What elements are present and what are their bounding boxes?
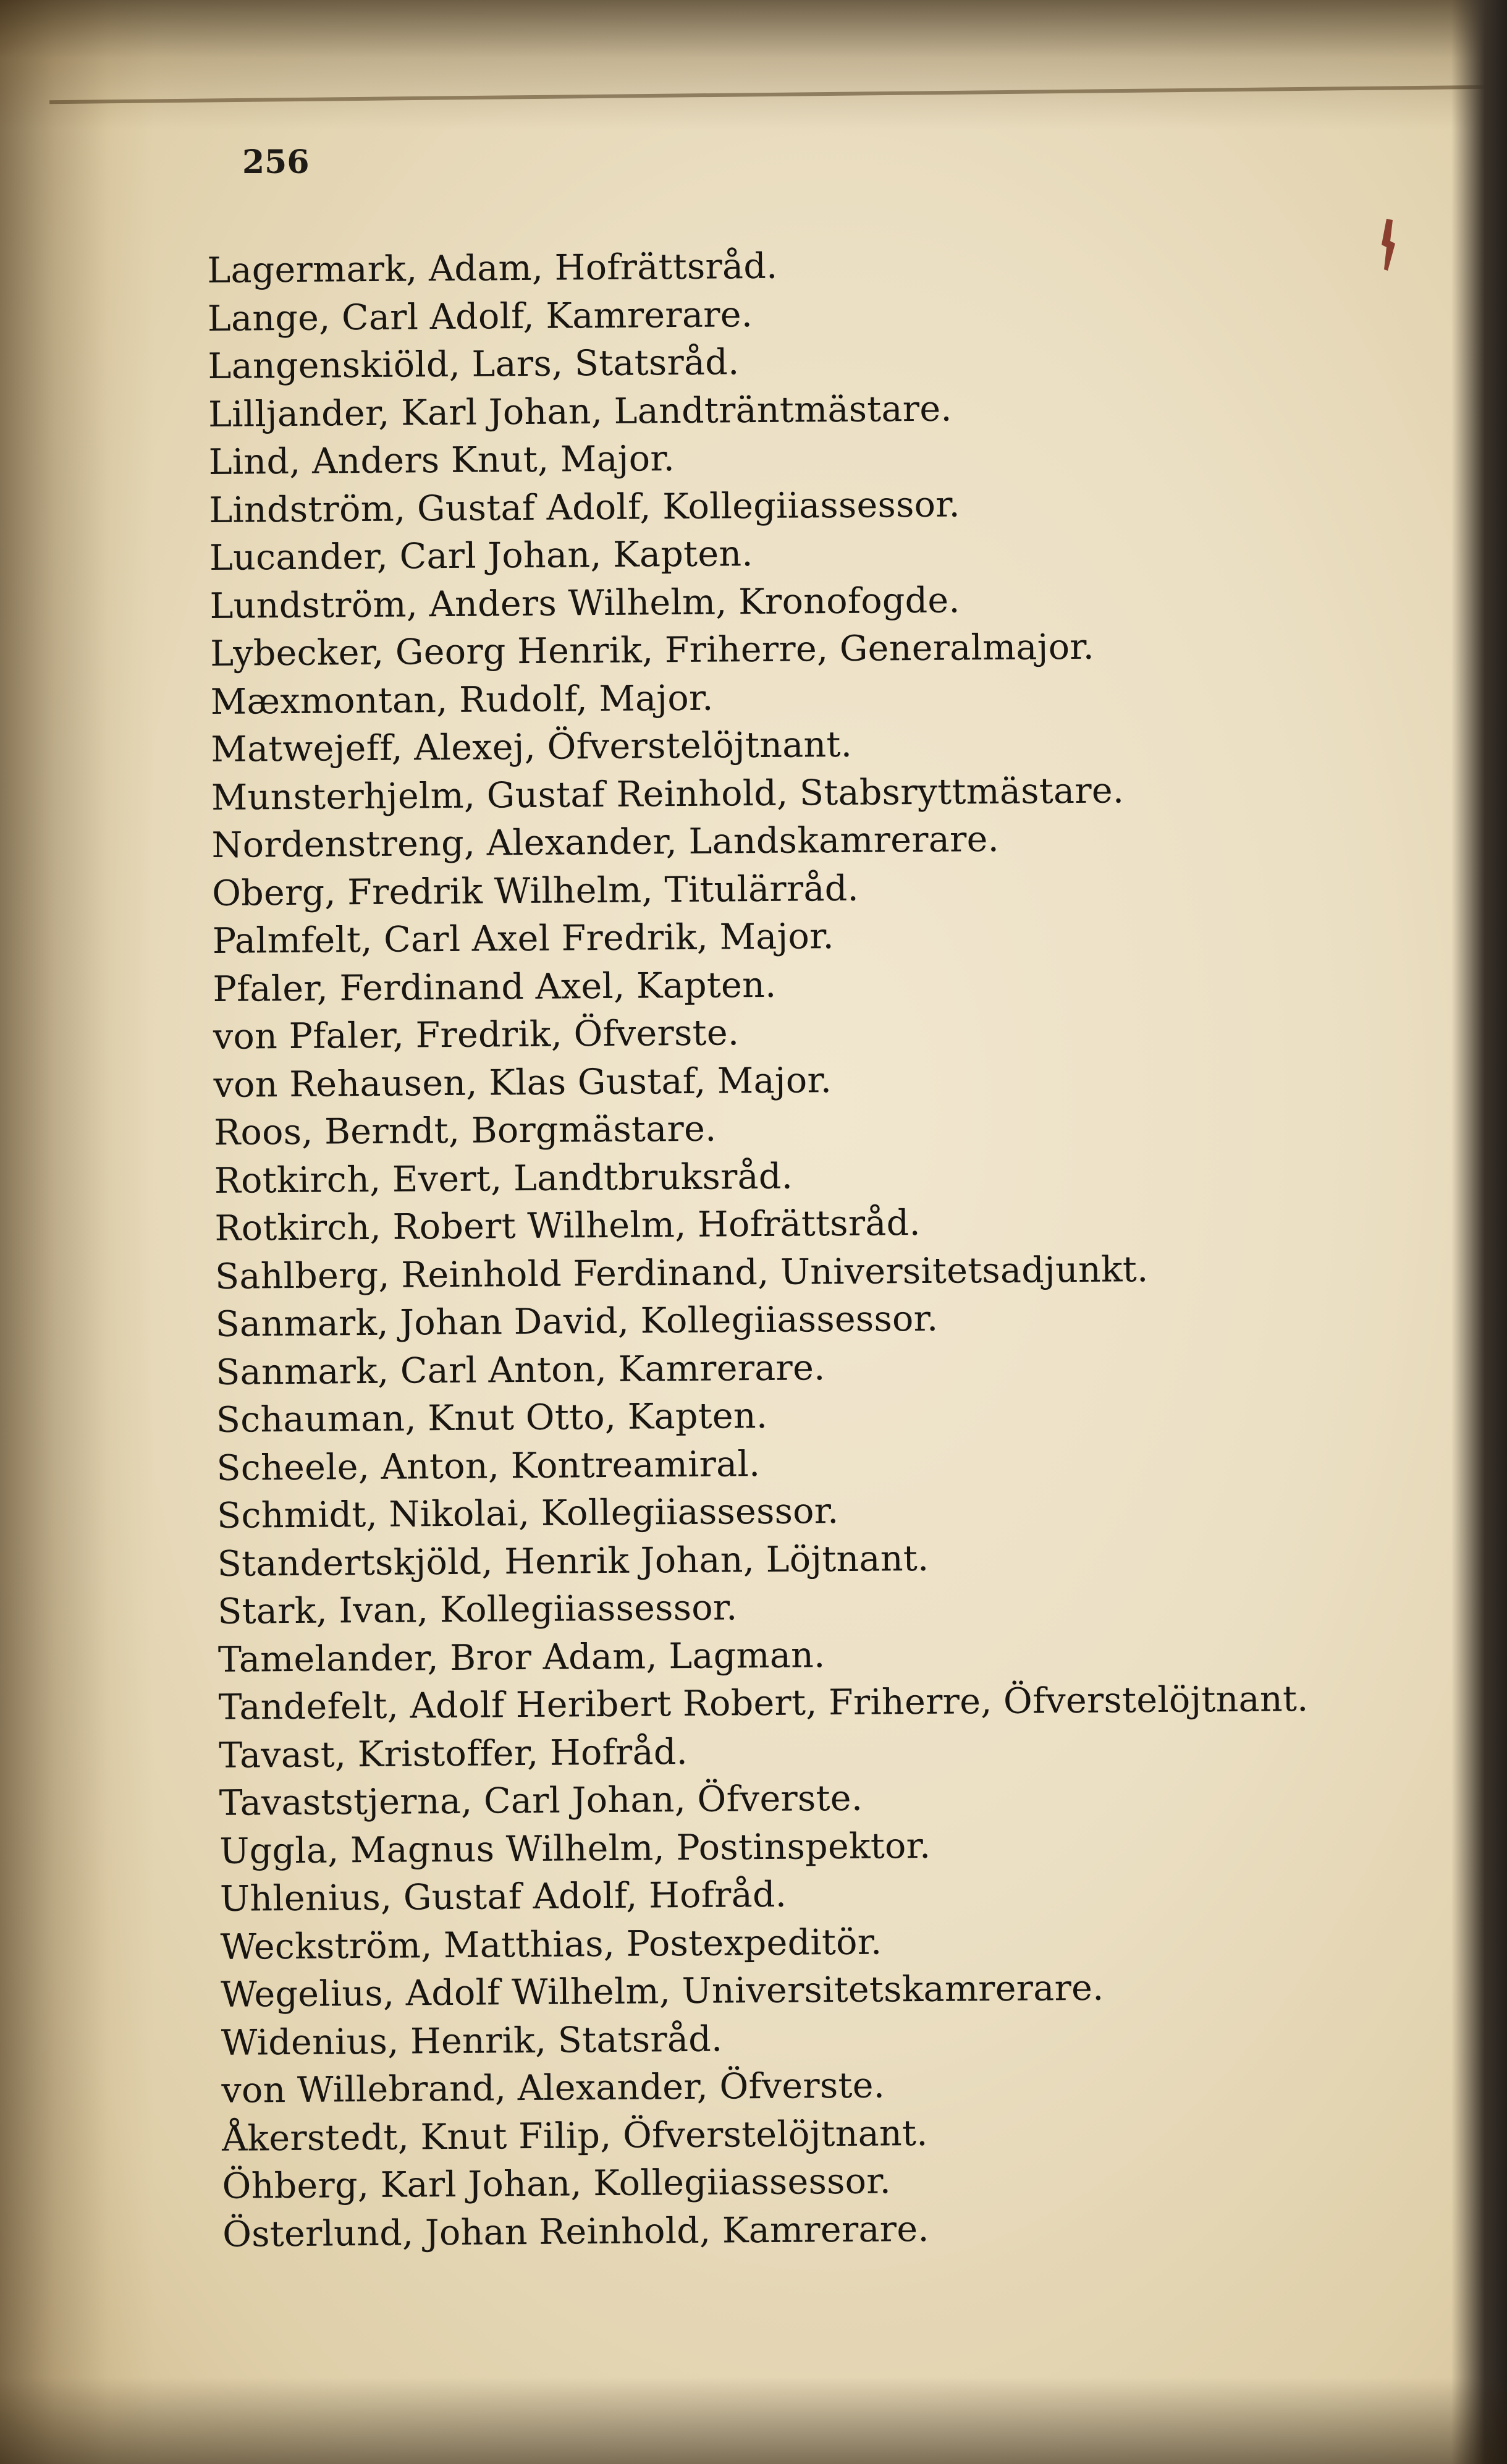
- list-item: Widenius, Henrik, Statsråd.: [221, 2018, 723, 2064]
- list-item: Oberg, Fredrik Wilhelm, Titulärråd.: [211, 868, 859, 914]
- list-item: Palmfelt, Carl Axel Fredrik, Major.: [212, 916, 835, 962]
- list-item: Sanmark, Carl Anton, Kamrerare.: [216, 1347, 825, 1393]
- list-item: von Pfaler, Fredrik, Öfverste.: [213, 1012, 740, 1057]
- list-item: Lybecker, Georg Henrik, Friherre, Generalmajor.: [209, 626, 1095, 674]
- list-item: Lagermark, Adam, Hofrättsråd.: [207, 245, 778, 291]
- top-page-edge: [0, 0, 1507, 130]
- list-item: Mæxmontan, Rudolf, Major.: [210, 677, 714, 722]
- right-page-edge: [1451, 0, 1507, 2464]
- page-number: 256: [242, 143, 310, 181]
- list-item: Schauman, Knut Otto, Kapten.: [216, 1395, 768, 1441]
- list-item: Standertskjöld, Henrik Johan, Löjtnant.: [217, 1538, 929, 1585]
- list-item: Roos, Berndt, Borgmästare.: [213, 1108, 717, 1153]
- list-item: Lundström, Anders Wilhelm, Kronofogde.: [209, 579, 961, 627]
- list-item: Lindström, Gustaf Adolf, Kollegiiassessor.: [209, 483, 961, 531]
- list-item: Åkerstedt, Knut Filip, Öfverstelöjtnant.: [221, 2112, 928, 2159]
- list-item: Langenskiöld, Lars, Statsråd.: [208, 342, 740, 387]
- list-item: Lange, Carl Adolf, Kamrerare.: [207, 294, 753, 339]
- list-item: Tamelander, Bror Adam, Lagman.: [217, 1634, 825, 1680]
- list-item: Nordenstreng, Alexander, Landskamrerare.: [211, 818, 1000, 866]
- list-item: Lucander, Carl Johan, Kapten.: [209, 533, 754, 578]
- list-item: Tandefelt, Adolf Heribert Robert, Friherre, Öfverstelöjtnant.: [218, 1679, 1309, 1728]
- list-item: Uhlenius, Gustaf Adolf, Hofråd.: [219, 1874, 787, 1920]
- list-item: von Willebrand, Alexander, Öfverste.: [221, 2065, 885, 2111]
- list-item: Tavast, Kristoffer, Hofråd.: [218, 1731, 688, 1776]
- list-item: Lind, Anders Knut, Major.: [208, 438, 675, 483]
- list-item: Weckström, Matthias, Postexpeditör.: [220, 1921, 882, 1968]
- list-item: Rotkirch, Evert, Landtbruksråd.: [214, 1156, 793, 1201]
- list-item: Rotkirch, Robert Wilhelm, Hofrättsråd.: [214, 1202, 921, 1249]
- list-item: Sahlberg, Reinhold Ferdinand, Universitetsadjunkt.: [214, 1248, 1149, 1297]
- list-item: Österlund, Johan Reinhold, Kamrerare.: [222, 2208, 930, 2255]
- ink-mark-icon: [1378, 216, 1400, 272]
- list-item: Scheele, Anton, Kontreamiral.: [216, 1443, 761, 1489]
- name-list: [207, 239, 1313, 2259]
- list-item: Pfaler, Ferdinand Axel, Kapten.: [213, 964, 777, 1010]
- list-item: Uggla, Magnus Wilhelm, Postinspektor.: [219, 1825, 931, 1872]
- list-item: Öhberg, Karl Johan, Kollegiiassessor.: [222, 2161, 892, 2207]
- list-item: Tavaststjerna, Carl Johan, Öfverste.: [219, 1777, 863, 1824]
- list-item: Schmidt, Nikolai, Kollegiiassessor.: [216, 1491, 839, 1536]
- list-item: Munsterhjelm, Gustaf Reinhold, Stabsryttmästare.: [211, 769, 1125, 818]
- list-item: Stark, Ivan, Kollegiiassessor.: [217, 1587, 738, 1632]
- list-item: Lilljander, Karl Johan, Landträntmästare.: [208, 388, 953, 435]
- bottom-page-edge: [0, 2377, 1507, 2464]
- list-item: Sanmark, Johan David, Kollegiiassessor.: [215, 1298, 939, 1345]
- binding-shadow: [0, 0, 154, 2464]
- list-item: Wegelius, Adolf Wilhelm, Universitetskamrerare.: [220, 1967, 1104, 2015]
- list-item: Matwejeff, Alexej, Öfverstelöjtnant.: [211, 724, 853, 770]
- list-item: von Rehausen, Klas Gustaf, Major.: [213, 1059, 832, 1106]
